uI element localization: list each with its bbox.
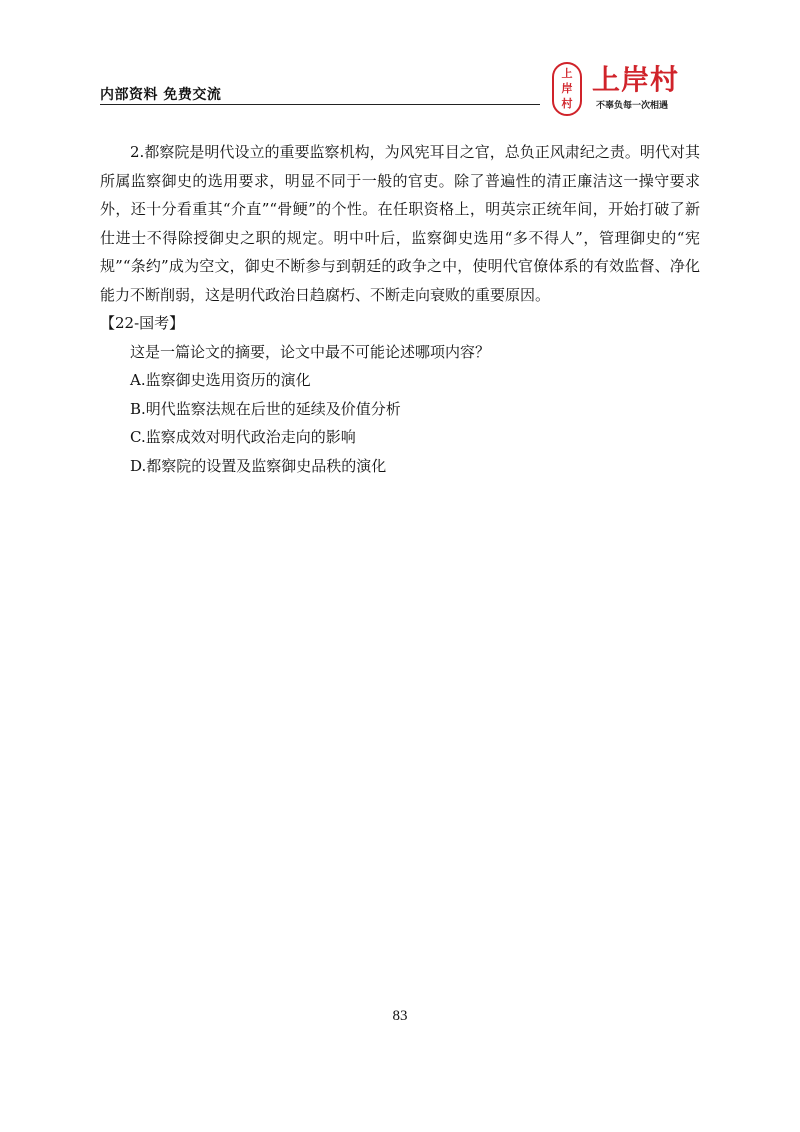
option-c: C.监察成效对明代政治走向的影响 xyxy=(130,428,356,446)
logo-slogan: 不辜负每一次相遇 xyxy=(596,101,669,111)
logo-seal-icon xyxy=(552,62,582,116)
logo-seal-char: 岸 xyxy=(561,81,573,95)
option-a: A.监察御史选用资历的演化 xyxy=(130,371,311,389)
page-number: 83 xyxy=(392,1008,408,1024)
logo-seal-char: 上 xyxy=(561,67,573,81)
logo-name: 上岸村 xyxy=(592,63,680,96)
question-stem: 这是一篇论文的摘要，论文中最不可能论述哪项内容？ xyxy=(130,342,491,361)
header-label: 内部资料 免费交流 xyxy=(100,87,222,103)
option-b: B.明代监察法规在后世的延续及价值分析 xyxy=(130,399,401,418)
page-content xyxy=(100,138,700,480)
header-divider xyxy=(100,104,540,105)
option-d: D.都察院的设置及监察御史品秩的演化 xyxy=(130,456,387,475)
passage-text: 2.都察院是明代设立的重要监察机构，为风宪耳目之官，总负正风肃纪之责。明代对其所属监察御史的选用要求，明显不同于一般的官吏。除了普遍性的清正廉洁这一操守要求外，还十分看重其“介直”“骨鲠”的个性。在任职资格上，明英宗正统年间，开始打破了新仕进士不得除授御史之职的规定。明中叶后，监察御史选用“多不得人”，管理御史的“宪规”“条约”成为空文，御史不断参与到朝廷的政争之中，使明代官僚体系的有效监督、净化能力不断削弱，这是明代政治日趋腐朽、不断走向衰败的重要原因。 xyxy=(100,143,700,304)
source-tag: 【22-国考】 xyxy=(100,314,185,332)
brand-logo xyxy=(552,62,702,118)
logo-seal-char: 村 xyxy=(561,96,573,110)
